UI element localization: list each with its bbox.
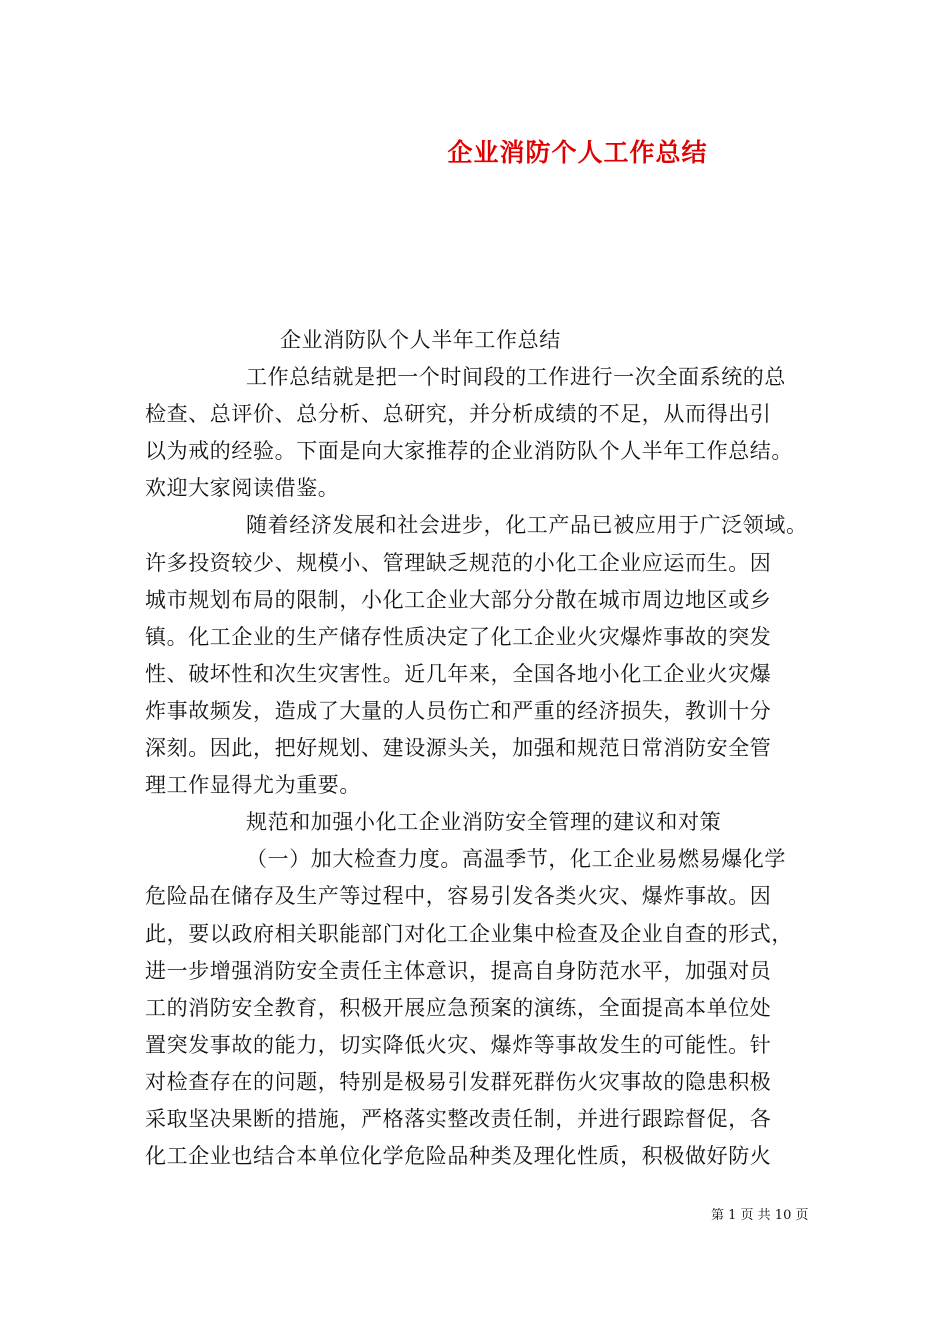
paragraph	[145, 322, 845, 359]
paragraph	[145, 841, 845, 1175]
text-line: 企业消防队个人半年工作总结	[280, 328, 561, 352]
text-line: 规范和加强小化工企业消防安全管理的建议和对策	[246, 810, 722, 835]
text-line: 镇。化工企业的生产储存性质决定了化工企业火灾爆炸事故的突发	[145, 624, 772, 649]
text-line: 性、破坏性和次生灾害性。近几年来，全国各地小化工企业火灾爆	[145, 661, 772, 686]
text-line: （一）加大检查力度。高温季节，化工企业易燃易爆化学	[246, 847, 786, 872]
text-line: 城市规划布局的限制，小化工企业大部分分散在城市周边地区或乡	[145, 587, 772, 612]
text-line: 采取坚决果断的措施，严格落实整改责任制，并进行跟踪督促，各	[145, 1106, 772, 1131]
text-line: 进一步增强消防安全责任主体意识，提高自身防范水平，加强对员	[145, 958, 772, 983]
text-line: 随着经济发展和社会进步，化工产品已被应用于广泛领域。	[246, 513, 808, 538]
paragraph	[145, 359, 845, 507]
text-line: 置突发事故的能力，切实降低火灾、爆炸等事故发生的可能性。针	[145, 1032, 772, 1057]
page-number: 第 1 页 共 10 页	[711, 1208, 809, 1223]
text-line: 欢迎大家阅读借鉴。	[145, 476, 340, 501]
text-line: 工的消防安全教育，积极开展应急预案的演练，全面提高本单位处	[145, 995, 772, 1020]
text-line: 危险品在储存及生产等过程中，容易引发各类火灾、爆炸事故。因	[145, 884, 772, 909]
text-line: 此，要以政府相关职能部门对化工企业集中检查及企业自查的形式，	[145, 921, 793, 946]
text-line: 许多投资较少、规模小、管理缺乏规范的小化工企业应运而生。因	[145, 550, 772, 575]
paragraph	[145, 507, 845, 804]
paragraph	[145, 804, 845, 841]
document-title: 企业消防个人工作总结	[447, 138, 708, 167]
text-line: 检查、总评价、总分析、总研究，并分析成绩的不足，从而得出引	[145, 402, 772, 427]
text-line: 对检查存在的问题，特别是极易引发群死群伤火灾事故的隐患积极	[145, 1069, 772, 1094]
document-body	[145, 322, 845, 1175]
text-line: 工作总结就是把一个时间段的工作进行一次全面系统的总	[246, 365, 786, 390]
text-line: 炸事故频发，造成了大量的人员伤亡和严重的经济损失，教训十分	[145, 698, 772, 723]
text-line: 化工企业也结合本单位化学危险品种类及理化性质，积极做好防火	[145, 1144, 772, 1169]
text-line: 理工作显得尤为重要。	[145, 773, 361, 798]
text-line: 深刻。因此，把好规划、建设源头关，加强和规范日常消防安全管	[145, 736, 772, 761]
text-line: 以为戒的经验。下面是向大家推荐的企业消防队个人半年工作总结。	[145, 439, 793, 464]
